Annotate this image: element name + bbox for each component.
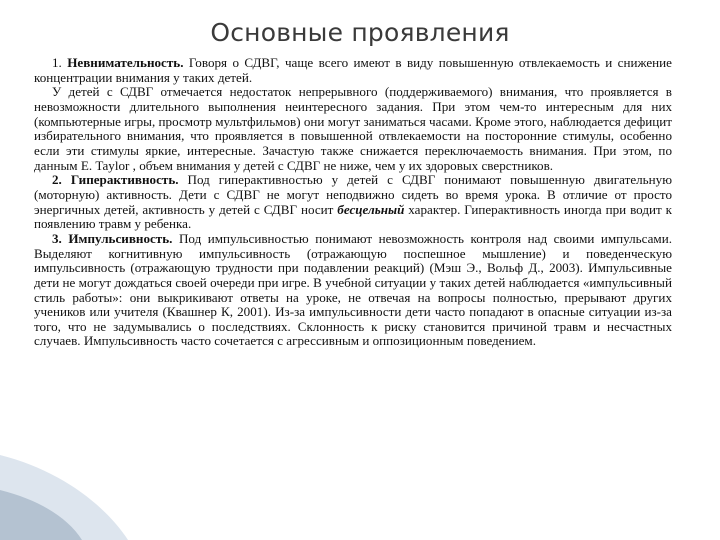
paragraph-text: Под гиперактивностью у детей с СДВГ понимают повышенную двигательную (моторную) активность. Дети с СДВГ не могут неподвижно сидеть во время урока. В отличие от просто энергичных детей, активность у детей с СДВГ носит xyxy=(34,172,672,217)
item-number: 1. xyxy=(52,55,62,70)
paragraph-attention-details xyxy=(34,85,672,173)
corner-swoosh-light xyxy=(0,455,128,540)
item-number: 2. xyxy=(52,172,62,188)
paragraph-text: Под импульсивностью понимают невозможность контроля над своими импульсами. Выделяют когнитивную импульсивность (отражающую поспешное мышление) и поведенческую импульсивность (отражающую трудности при подавлении реакций) (Мэш Э., Вольф Д., 2003). Импульсивные дети не могут дождаться своей очереди при игре. В учебной ситуации у таких детей наблюдается «импульсивный стиль работы»: они выкрикивают ответы на уроке, не отвечая на вопросы полностью, прерывают других учеников или учителя (Квашнер К, 2001). Из-за импульсивности дети часто попадают в опасные ситуации из-за того, что не задумывались о последствиях. Склонность к риску становится причиной травм и несчастных случаев. Импульсивность часто сочетается с агрессивным и оппозиционным поведением. xyxy=(34,230,672,349)
term-impulsivity: Импульсивность. xyxy=(68,230,173,246)
emphasis-aimless: бесцельный xyxy=(337,201,405,217)
paragraph-text: Говоря о СДВГ, чаще всего имеют в виду повышенную отвлекаемость и снижение концентрации внимания у таких детей. xyxy=(34,55,672,85)
slide-body xyxy=(34,56,672,349)
term-inattention: Невнимательность. xyxy=(67,55,184,70)
paragraph-inattention xyxy=(34,56,672,85)
paragraph-impulsivity xyxy=(34,232,672,349)
paragraph-text: характер. Гиперактивность иногда при водит к появлению травм у ребенка. xyxy=(34,201,672,232)
term-hyperactivity: Гиперактивность. xyxy=(70,172,179,188)
item-number: 3. xyxy=(52,230,62,246)
paragraph-hyperactivity xyxy=(34,173,672,232)
slide-title: Основные проявления xyxy=(210,18,510,47)
paragraph-text: У детей с СДВГ отмечается недостаток непрерывного (поддерживаемого) внимания, что проявляется в невозможности длительного выполнения неинтересного задания. При этом чем-то интересным для них (компьютерные игры, просмотр мультфильмов) они могут заниматься часами. Кроме этого, наблюдается дефицит избирательного внимания, что проявляется в повышенной отвлекаемости на посторонние стимулы, особенно если эти стимулы яркие, интересные. Зачастую также снижается переключаемость внимания. При этом, по данным Е. Taylor , объем внимания у детей с СДВГ не ниже, чем у их здоровых сверстников. xyxy=(34,84,672,173)
corner-swoosh-dark xyxy=(0,490,82,540)
